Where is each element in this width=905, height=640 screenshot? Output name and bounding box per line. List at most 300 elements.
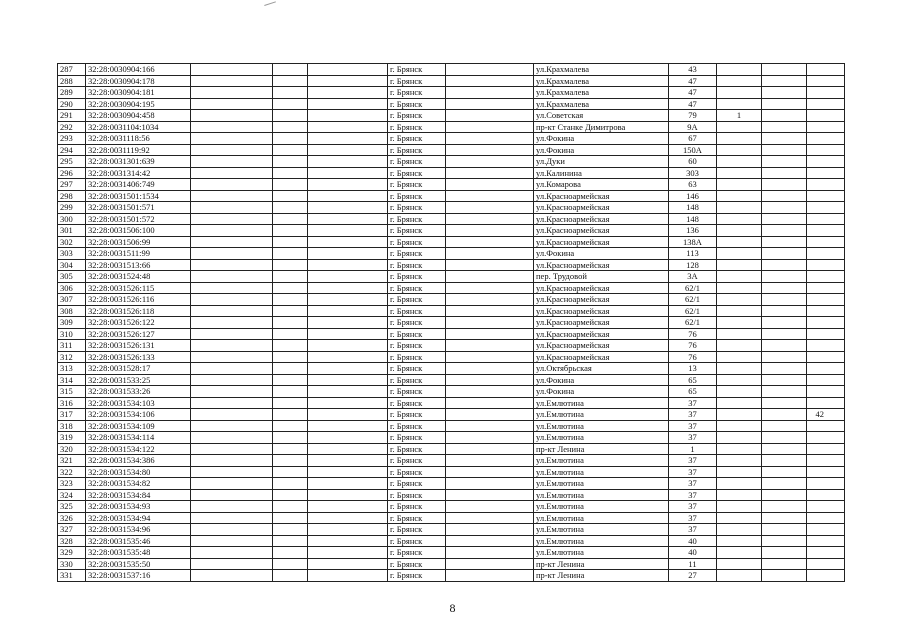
empty-cell <box>191 535 273 547</box>
empty-cell <box>762 351 807 363</box>
house-number: 37 <box>669 489 717 501</box>
empty-cell <box>446 248 534 260</box>
apartment-number <box>807 535 845 547</box>
house-number: 37 <box>669 420 717 432</box>
row-number: 287 <box>58 64 86 76</box>
street: ул.Красноармейская <box>534 282 669 294</box>
cadastral-number: 32:28:0031526:118 <box>86 305 191 317</box>
empty-cell <box>308 478 388 490</box>
table-row <box>58 432 845 444</box>
empty-cell <box>308 121 388 133</box>
empty-cell <box>273 340 308 352</box>
building-number <box>717 420 762 432</box>
city: г. Брянск <box>388 213 446 225</box>
city: г. Брянск <box>388 156 446 168</box>
city: г. Брянск <box>388 374 446 386</box>
city: г. Брянск <box>388 524 446 536</box>
cadastral-number: 32:28:0031534:103 <box>86 397 191 409</box>
empty-cell <box>308 512 388 524</box>
cadastral-number: 32:28:0031534:109 <box>86 420 191 432</box>
cadastral-number: 32:28:0031314:42 <box>86 167 191 179</box>
empty-cell <box>273 64 308 76</box>
row-number: 309 <box>58 317 86 329</box>
apartment-number <box>807 397 845 409</box>
table-row <box>58 466 845 478</box>
street: ул.Крахмалева <box>534 98 669 110</box>
house-number: 150А <box>669 144 717 156</box>
empty-cell <box>446 202 534 214</box>
empty-cell <box>308 236 388 248</box>
empty-cell <box>446 294 534 306</box>
empty-cell <box>446 443 534 455</box>
empty-cell <box>273 202 308 214</box>
empty-cell <box>762 64 807 76</box>
apartment-number <box>807 179 845 191</box>
house-number: 62/1 <box>669 282 717 294</box>
street: ул.Емлютина <box>534 535 669 547</box>
empty-cell <box>273 328 308 340</box>
empty-cell <box>191 282 273 294</box>
house-number: 37 <box>669 397 717 409</box>
empty-cell <box>191 420 273 432</box>
building-number <box>717 558 762 570</box>
house-number: 62/1 <box>669 317 717 329</box>
city: г. Брянск <box>388 305 446 317</box>
table-row <box>58 478 845 490</box>
empty-cell <box>308 294 388 306</box>
empty-cell <box>273 167 308 179</box>
building-number <box>717 236 762 248</box>
empty-cell <box>446 455 534 467</box>
empty-cell <box>308 98 388 110</box>
house-number: 13 <box>669 363 717 375</box>
building-number <box>717 282 762 294</box>
house-number: 1 <box>669 443 717 455</box>
table-row <box>58 202 845 214</box>
row-number: 299 <box>58 202 86 214</box>
empty-cell <box>308 443 388 455</box>
building-number <box>717 190 762 202</box>
building-number <box>717 202 762 214</box>
empty-cell <box>446 489 534 501</box>
table-row <box>58 225 845 237</box>
empty-cell <box>762 248 807 260</box>
house-number: 76 <box>669 340 717 352</box>
table-row <box>58 110 845 122</box>
apartment-number <box>807 236 845 248</box>
empty-cell <box>273 535 308 547</box>
empty-cell <box>191 328 273 340</box>
empty-cell <box>191 374 273 386</box>
empty-cell <box>273 133 308 145</box>
empty-cell <box>273 547 308 559</box>
city: г. Брянск <box>388 386 446 398</box>
row-number: 326 <box>58 512 86 524</box>
table-row <box>58 501 845 513</box>
empty-cell <box>191 351 273 363</box>
house-number: 37 <box>669 432 717 444</box>
empty-cell <box>762 144 807 156</box>
building-number <box>717 443 762 455</box>
empty-cell <box>191 87 273 99</box>
empty-cell <box>191 547 273 559</box>
empty-cell <box>446 271 534 283</box>
empty-cell <box>446 133 534 145</box>
empty-cell <box>446 87 534 99</box>
empty-cell <box>191 489 273 501</box>
empty-cell <box>762 213 807 225</box>
row-number: 308 <box>58 305 86 317</box>
row-number: 318 <box>58 420 86 432</box>
building-number <box>717 478 762 490</box>
house-number: 3А <box>669 271 717 283</box>
row-number: 328 <box>58 535 86 547</box>
city: г. Брянск <box>388 236 446 248</box>
table-row <box>58 351 845 363</box>
city: г. Брянск <box>388 501 446 513</box>
empty-cell <box>191 386 273 398</box>
empty-cell <box>762 121 807 133</box>
building-number <box>717 156 762 168</box>
row-number: 310 <box>58 328 86 340</box>
row-number: 289 <box>58 87 86 99</box>
empty-cell <box>762 98 807 110</box>
row-number: 314 <box>58 374 86 386</box>
city: г. Брянск <box>388 340 446 352</box>
empty-cell <box>446 328 534 340</box>
row-number: 312 <box>58 351 86 363</box>
empty-cell <box>762 478 807 490</box>
empty-cell <box>446 363 534 375</box>
row-number: 323 <box>58 478 86 490</box>
street: ул.Советская <box>534 110 669 122</box>
city: г. Брянск <box>388 535 446 547</box>
building-number <box>717 98 762 110</box>
building-number <box>717 75 762 87</box>
apartment-number <box>807 524 845 536</box>
building-number <box>717 570 762 582</box>
empty-cell <box>446 547 534 559</box>
street: пр-кт Ленина <box>534 443 669 455</box>
apartment-number <box>807 87 845 99</box>
building-number <box>717 225 762 237</box>
house-number: 113 <box>669 248 717 260</box>
building-number <box>717 455 762 467</box>
empty-cell <box>308 271 388 283</box>
row-number: 294 <box>58 144 86 156</box>
apartment-number <box>807 294 845 306</box>
empty-cell <box>191 512 273 524</box>
empty-cell <box>273 271 308 283</box>
street: пр-кт Ленина <box>534 558 669 570</box>
building-number <box>717 524 762 536</box>
apartment-number <box>807 489 845 501</box>
empty-cell <box>273 466 308 478</box>
house-number: 40 <box>669 535 717 547</box>
row-number: 302 <box>58 236 86 248</box>
apartment-number <box>807 386 845 398</box>
cadastral-number: 32:28:0031104:1034 <box>86 121 191 133</box>
house-number: 67 <box>669 133 717 145</box>
house-number: 128 <box>669 259 717 271</box>
table-row <box>58 75 845 87</box>
street: ул.Емлютина <box>534 397 669 409</box>
empty-cell <box>191 156 273 168</box>
city: г. Брянск <box>388 248 446 260</box>
house-number: 146 <box>669 190 717 202</box>
empty-cell <box>446 420 534 432</box>
building-number <box>717 259 762 271</box>
table-row <box>58 236 845 248</box>
empty-cell <box>308 455 388 467</box>
row-number: 325 <box>58 501 86 513</box>
empty-cell <box>446 236 534 248</box>
empty-cell <box>191 570 273 582</box>
table-row <box>58 420 845 432</box>
empty-cell <box>308 351 388 363</box>
cadastral-number: 32:28:0031526:122 <box>86 317 191 329</box>
row-number: 304 <box>58 259 86 271</box>
empty-cell <box>762 110 807 122</box>
empty-cell <box>308 179 388 191</box>
cadastral-number: 32:28:0031406:749 <box>86 179 191 191</box>
cadastral-number: 32:28:0031526:115 <box>86 282 191 294</box>
empty-cell <box>191 501 273 513</box>
table-row <box>58 156 845 168</box>
street: ул.Калинина <box>534 167 669 179</box>
table-row <box>58 305 845 317</box>
city: г. Брянск <box>388 144 446 156</box>
street: ул.Фокина <box>534 386 669 398</box>
city: г. Брянск <box>388 294 446 306</box>
empty-cell <box>191 75 273 87</box>
row-number: 301 <box>58 225 86 237</box>
building-number <box>717 351 762 363</box>
city: г. Брянск <box>388 409 446 421</box>
cadastral-number: 32:28:0030904:166 <box>86 64 191 76</box>
street: ул.Емлютина <box>534 478 669 490</box>
table-row <box>58 547 845 559</box>
empty-cell <box>273 432 308 444</box>
building-number <box>717 317 762 329</box>
building-number <box>717 374 762 386</box>
row-number: 327 <box>58 524 86 536</box>
house-number: 37 <box>669 501 717 513</box>
empty-cell <box>273 443 308 455</box>
row-number: 303 <box>58 248 86 260</box>
empty-cell <box>191 317 273 329</box>
empty-cell <box>446 305 534 317</box>
city: г. Брянск <box>388 397 446 409</box>
street: пр-кт Ленина <box>534 570 669 582</box>
empty-cell <box>308 190 388 202</box>
empty-cell <box>762 397 807 409</box>
empty-cell <box>191 225 273 237</box>
empty-cell <box>273 420 308 432</box>
table-row <box>58 98 845 110</box>
table-body <box>58 64 845 582</box>
empty-cell <box>446 386 534 398</box>
empty-cell <box>446 98 534 110</box>
row-number: 316 <box>58 397 86 409</box>
city: г. Брянск <box>388 259 446 271</box>
empty-cell <box>762 386 807 398</box>
table-row <box>58 248 845 260</box>
empty-cell <box>191 409 273 421</box>
row-number: 306 <box>58 282 86 294</box>
empty-cell <box>273 397 308 409</box>
apartment-number <box>807 351 845 363</box>
empty-cell <box>446 466 534 478</box>
empty-cell <box>191 524 273 536</box>
table-row <box>58 167 845 179</box>
empty-cell <box>273 98 308 110</box>
street: ул.Емлютина <box>534 489 669 501</box>
building-number <box>717 397 762 409</box>
street: ул.Дуки <box>534 156 669 168</box>
building-number <box>717 305 762 317</box>
apartment-number <box>807 340 845 352</box>
row-number: 331 <box>58 570 86 582</box>
empty-cell <box>273 374 308 386</box>
empty-cell <box>191 110 273 122</box>
street: ул.Красноармейская <box>534 351 669 363</box>
table-row <box>58 363 845 375</box>
street: ул.Емлютина <box>534 432 669 444</box>
street: ул.Красноармейская <box>534 317 669 329</box>
empty-cell <box>308 547 388 559</box>
empty-cell <box>308 259 388 271</box>
empty-cell <box>762 133 807 145</box>
empty-cell <box>762 443 807 455</box>
building-number <box>717 432 762 444</box>
city: г. Брянск <box>388 110 446 122</box>
table-row <box>58 374 845 386</box>
empty-cell <box>191 202 273 214</box>
empty-cell <box>446 535 534 547</box>
cadastral-number: 32:28:0030904:181 <box>86 87 191 99</box>
cadastral-number: 32:28:0031118:56 <box>86 133 191 145</box>
house-number: 37 <box>669 466 717 478</box>
empty-cell <box>308 317 388 329</box>
apartment-number <box>807 501 845 513</box>
house-number: 43 <box>669 64 717 76</box>
cadastral-number: 32:28:0031513:66 <box>86 259 191 271</box>
row-number: 293 <box>58 133 86 145</box>
empty-cell <box>446 225 534 237</box>
table-row <box>58 121 845 133</box>
row-number: 321 <box>58 455 86 467</box>
apartment-number <box>807 558 845 570</box>
house-number: 37 <box>669 524 717 536</box>
table-row <box>58 558 845 570</box>
empty-cell <box>446 340 534 352</box>
cadastral-number: 32:28:0031534:80 <box>86 466 191 478</box>
empty-cell <box>273 512 308 524</box>
city: г. Брянск <box>388 202 446 214</box>
empty-cell <box>273 213 308 225</box>
house-number: 47 <box>669 75 717 87</box>
street: ул.Красноармейская <box>534 190 669 202</box>
table-row <box>58 512 845 524</box>
street: ул.Крахмалева <box>534 87 669 99</box>
house-number: 138А <box>669 236 717 248</box>
cadastral-number: 32:28:0031534:96 <box>86 524 191 536</box>
cadastral-number: 32:28:0031528:17 <box>86 363 191 375</box>
empty-cell <box>308 466 388 478</box>
city: г. Брянск <box>388 179 446 191</box>
city: г. Брянск <box>388 225 446 237</box>
table-row <box>58 524 845 536</box>
cadastral-number: 32:28:0031526:116 <box>86 294 191 306</box>
empty-cell <box>308 363 388 375</box>
empty-cell <box>446 570 534 582</box>
apartment-number <box>807 374 845 386</box>
empty-cell <box>308 133 388 145</box>
house-number: 37 <box>669 409 717 421</box>
empty-cell <box>308 409 388 421</box>
empty-cell <box>191 190 273 202</box>
city: г. Брянск <box>388 64 446 76</box>
empty-cell <box>273 501 308 513</box>
apartment-number <box>807 328 845 340</box>
street: ул.Емлютина <box>534 409 669 421</box>
empty-cell <box>762 547 807 559</box>
apartment-number <box>807 420 845 432</box>
house-number: 63 <box>669 179 717 191</box>
empty-cell <box>191 133 273 145</box>
house-number: 303 <box>669 167 717 179</box>
table-row <box>58 455 845 467</box>
street: ул.Красноармейская <box>534 328 669 340</box>
empty-cell <box>191 213 273 225</box>
empty-cell <box>446 397 534 409</box>
row-number: 291 <box>58 110 86 122</box>
empty-cell <box>446 156 534 168</box>
city: г. Брянск <box>388 466 446 478</box>
empty-cell <box>446 317 534 329</box>
house-number: 62/1 <box>669 305 717 317</box>
empty-cell <box>273 294 308 306</box>
empty-cell <box>191 248 273 260</box>
empty-cell <box>762 432 807 444</box>
empty-cell <box>308 374 388 386</box>
cadastral-number: 32:28:0031534:82 <box>86 478 191 490</box>
empty-cell <box>191 443 273 455</box>
city: г. Брянск <box>388 167 446 179</box>
street: ул.Красноармейская <box>534 294 669 306</box>
empty-cell <box>308 570 388 582</box>
cadastral-number: 32:28:0031535:46 <box>86 535 191 547</box>
building-number <box>717 64 762 76</box>
apartment-number <box>807 547 845 559</box>
street: ул.Красноармейская <box>534 202 669 214</box>
cadastral-number: 32:28:0031537:16 <box>86 570 191 582</box>
empty-cell <box>762 190 807 202</box>
street: ул.Фокина <box>534 144 669 156</box>
page-number: 8 <box>449 601 456 615</box>
row-number: 298 <box>58 190 86 202</box>
empty-cell <box>308 202 388 214</box>
empty-cell <box>762 409 807 421</box>
apartment-number <box>807 64 845 76</box>
empty-cell <box>308 213 388 225</box>
empty-cell <box>191 236 273 248</box>
street: ул.Октябрьская <box>534 363 669 375</box>
empty-cell <box>308 167 388 179</box>
empty-cell <box>762 87 807 99</box>
building-number <box>717 248 762 260</box>
